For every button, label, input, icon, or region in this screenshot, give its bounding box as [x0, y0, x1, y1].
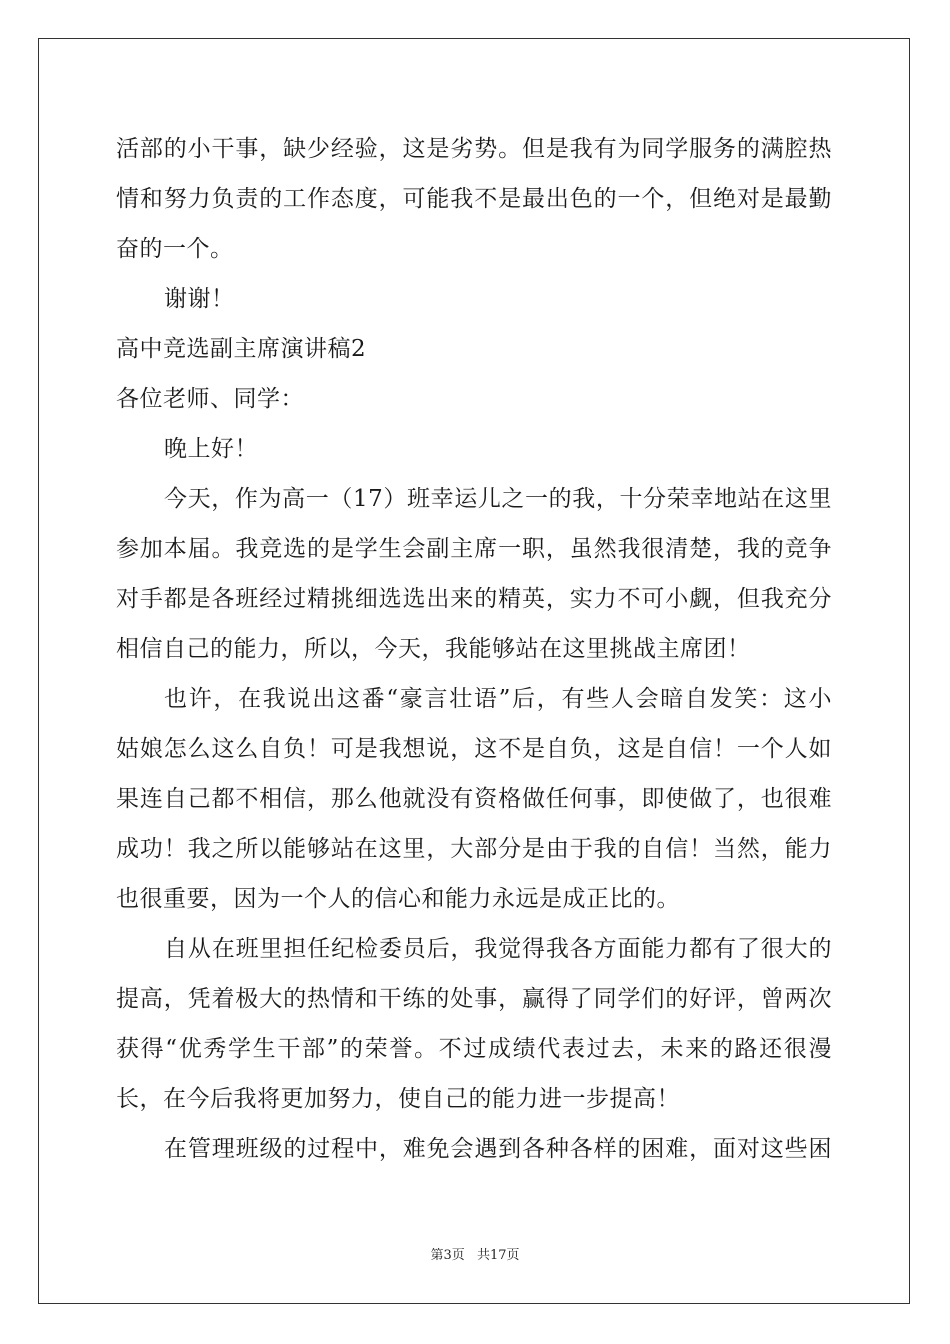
page-footer [0, 1244, 950, 1263]
text-line: 也许，在我说出这番“豪言壮语”后，有些人会暗自发笑：这小 [164, 686, 832, 712]
section-title: 高中竞选副主席演讲稿2 [116, 336, 367, 362]
text-line: 也很重要，因为一个人的信心和能力永远是成正比的。 [116, 886, 680, 912]
closing-thanks: 谢谢！ [164, 286, 235, 312]
text-line: 在管理班级的过程中，难免会遇到各种各样的困难，面对这些困 [164, 1136, 832, 1162]
total-pages: 共17页 [476, 1248, 520, 1263]
greeting: 晚上好！ [164, 436, 258, 462]
text-line: 成功！我之所以能够站在这里，大部分是由于我的自信！当然，能力 [116, 836, 832, 862]
text-line: 提高，凭着极大的热情和干练的处事，赢得了同学们的好评，曾两次 [116, 986, 832, 1012]
text-line: 参加本届。我竞选的是学生会副主席一职，虽然我很清楚，我的竞争 [116, 536, 832, 562]
text-line: 果连自己都不相信，那么他就没有资格做任何事，即使做了，也很难 [116, 786, 832, 812]
text-line: 相信自己的能力，所以，今天，我能够站在这里挑战主席团！ [116, 636, 751, 662]
document-body [116, 124, 832, 1174]
salutation: 各位老师、同学： [116, 386, 304, 412]
text-line: 姑娘怎么这么自负！可是我想说，这不是自负，这是自信！一个人如 [116, 736, 832, 762]
text-line: 情和努力负责的工作态度，可能我不是最出色的一个，但绝对是最勤 [116, 186, 832, 212]
text-line: 对手都是各班经过精挑细选选出来的精英，实力不可小觑，但我充分 [116, 586, 832, 612]
text-line: 长，在今后我将更加努力，使自己的能力进一步提高！ [116, 1086, 680, 1112]
text-line: 今天，作为高一（17）班幸运儿之一的我，十分荣幸地站在这里 [164, 486, 832, 512]
page-number: 第3页 [430, 1248, 465, 1263]
text-line: 奋的一个。 [116, 236, 234, 262]
text-line: 活部的小干事，缺少经验，这是劣势。但是我有为同学服务的满腔热 [116, 136, 832, 162]
text-line: 获得“优秀学生干部”的荣誉。不过成绩代表过去，未来的路还很漫 [116, 1036, 832, 1062]
text-line: 自从在班里担任纪检委员后，我觉得我各方面能力都有了很大的 [164, 936, 832, 962]
